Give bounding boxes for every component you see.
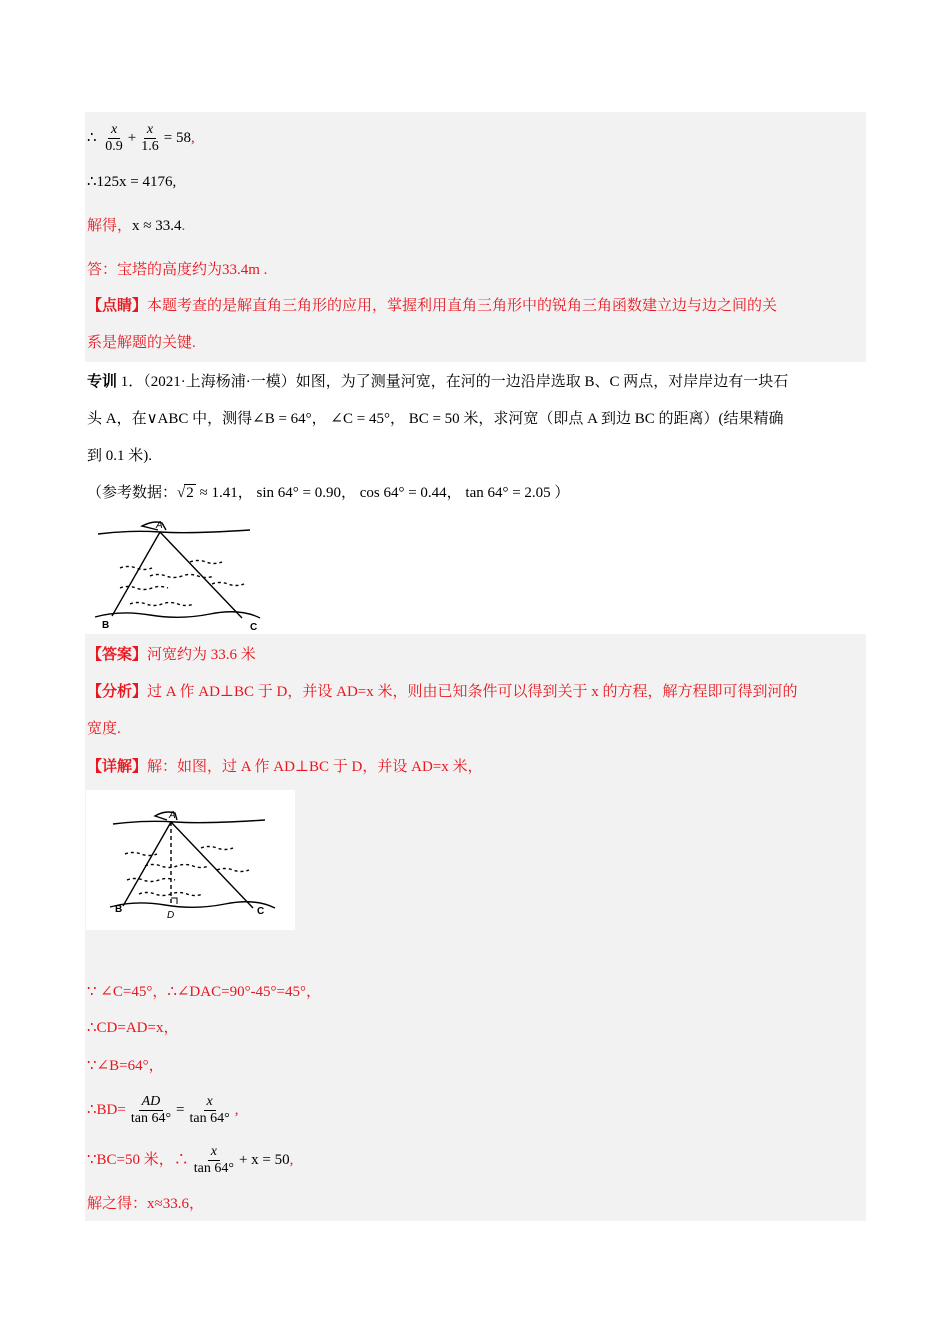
sqrt-radicand: 2 — [186, 485, 194, 501]
answer-line — [87, 645, 256, 665]
numerator: x — [208, 1144, 220, 1161]
numerator: AD — [139, 1094, 164, 1111]
vertex-b-label: B — [115, 904, 123, 915]
equals-sign: = — [176, 1102, 185, 1118]
denominator: tan 64° — [130, 1111, 172, 1127]
vertex-a-label: A — [169, 810, 176, 821]
fraction-x-over-tan64 — [191, 1144, 237, 1177]
numerator: x — [144, 122, 156, 139]
comma: , — [234, 1102, 239, 1118]
sqrt-symbol: √ — [177, 485, 186, 501]
solve-line — [87, 216, 185, 236]
comma: , — [289, 1152, 294, 1168]
analysis-line-1 — [87, 682, 798, 702]
fraction-x-over-1.6 — [138, 122, 162, 155]
comment-line-2: 系是解题的关键. — [87, 335, 196, 351]
fraction-x-over-tan64 — [187, 1094, 233, 1127]
bd-prefix: ∴BD= — [87, 1102, 126, 1118]
answer-tag: 【答案】 — [87, 647, 148, 663]
problem-line-3: 到 0.1 米). — [87, 448, 152, 464]
denominator: tan 64° — [193, 1161, 234, 1177]
reference-data-line — [87, 483, 569, 503]
detail-line — [87, 757, 483, 777]
problem-line-2: 头 A，在∨ABC 中，测得∠B = 64°， ∠C = 45°， BC = 50 米，求河宽（即点 A 到边 BC 的距离）(结果精确 — [87, 411, 784, 427]
therefore-symbol: ∴ — [87, 130, 97, 146]
denominator: 0.9 — [105, 139, 123, 155]
analysis-tag: 【分析】 — [87, 684, 148, 700]
analysis-text: 过 A 作 AD⊥BC 于 D，并设 AD=x 米，则由已知条件可以得到关于 x 的方程，解方程即可得到河的 — [147, 684, 798, 700]
fraction-x-over-0.9 — [102, 122, 126, 155]
plus-sign: + — [127, 130, 137, 146]
bc-prefix: ∵BC=50 米，∴ — [87, 1152, 189, 1168]
river-triangle-altitude-figure — [105, 808, 285, 926]
comma: , — [190, 130, 195, 146]
comment-text: 本题考查的是解直角三角形的应用，掌握利用直角三角形中的锐角三角函数建立边与边之间的关 — [147, 298, 778, 314]
river-triangle-figure — [90, 518, 270, 636]
problem-text: 1．（2021·上海杨浦·一模）如图，为了测量河宽，在河的一边沿岸选取 B、C 两点，对岸岸边有一块石 — [117, 374, 789, 390]
foot-d-label: D — [167, 910, 175, 921]
vertex-c-label: C — [250, 622, 258, 633]
detail-text: 解：如图，过 A 作 AD⊥BC 于 D，并设 AD=x 米， — [147, 759, 483, 775]
comment-line-1 — [87, 296, 777, 316]
denominator: tan 64° — [189, 1111, 230, 1127]
step-5 — [87, 1138, 293, 1182]
fraction-ad-over-tan64 — [128, 1094, 174, 1127]
equation-rhs: + x = 50 — [238, 1152, 290, 1168]
equation-line-2: ∴125x = 4176, — [87, 174, 177, 190]
step-4 — [87, 1088, 238, 1132]
numerator: x — [108, 122, 120, 139]
step-3: ∵∠B=64°， — [87, 1058, 164, 1074]
period: . — [181, 218, 186, 234]
problem-label: 专训 — [87, 374, 118, 390]
problem-line-1 — [87, 372, 788, 392]
reference-values: ≈ 1.41， sin 64° = 0.90， cos 64° = 0.44， tan 64° = 2.05 ） — [195, 485, 570, 501]
equation-line-1 — [87, 118, 195, 158]
solution-top-background — [85, 112, 866, 362]
vertex-c-label: C — [257, 906, 265, 917]
answer-text: 河宽约为 33.6 米 — [147, 647, 256, 663]
analysis-line-2: 宽度. — [87, 721, 121, 737]
solve-value: x ≈ 33.4 — [132, 218, 182, 234]
vertex-a-label: A — [156, 520, 163, 531]
equation-rhs: = 58 — [163, 130, 191, 146]
numerator: x — [204, 1094, 216, 1111]
step-2: ∴CD=AD=x， — [87, 1020, 179, 1036]
vertex-b-label: B — [102, 620, 110, 631]
solve-label: 解得， — [87, 218, 133, 234]
denominator: 1.6 — [141, 139, 159, 155]
detail-tag: 【详解】 — [87, 759, 148, 775]
step-1: ∵ ∠C=45°，∴∠DAC=90°-45°=45°， — [87, 984, 322, 1000]
comment-tag: 【点睛】 — [87, 298, 148, 314]
step-6: 解之得：x≈33.6， — [87, 1196, 204, 1212]
answer-sentence: 答：宝塔的高度约为33.4m . — [87, 262, 268, 278]
reference-label: （参考数据： — [87, 485, 178, 501]
